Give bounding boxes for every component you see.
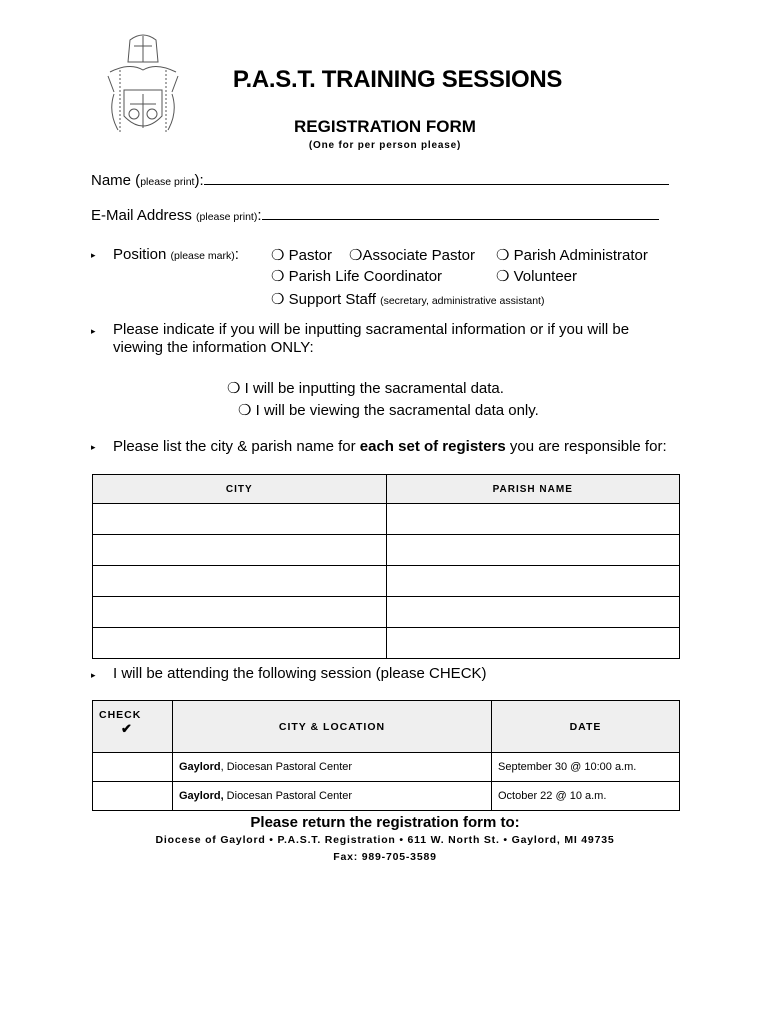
email-field-row — [91, 206, 659, 224]
sessions-table — [92, 700, 680, 811]
table-row — [93, 535, 680, 566]
session-city: Gaylord, — [179, 790, 224, 802]
option-volunteer[interactable] — [496, 267, 577, 285]
date-cell: September 30 @ 10:00 a.m. — [492, 753, 680, 782]
column-header-city: CITY — [93, 475, 387, 504]
city-cell[interactable] — [93, 597, 387, 628]
option-viewing-data[interactable] — [238, 401, 539, 419]
bullet-icon: ▸ — [91, 326, 96, 336]
option-label: Parish Life Coordinator — [288, 268, 443, 285]
radio-icon: ❍ — [271, 247, 285, 264]
city-cell[interactable] — [93, 628, 387, 659]
table-row — [93, 753, 680, 782]
data-entry-question: Please indicate if you will be inputting sacramental information or if you will be viewing the information ONLY: — [113, 321, 630, 356]
parish-cell[interactable] — [386, 628, 680, 659]
registers-prompt-text: you are responsible for: — [505, 438, 667, 455]
name-input-line[interactable] — [204, 171, 669, 185]
email-suffix: : — [257, 207, 262, 224]
check-cell[interactable] — [93, 753, 173, 782]
radio-icon: ❍ — [349, 247, 363, 264]
position-hint: (please mark) — [170, 250, 235, 262]
session-city: Gaylord — [179, 761, 221, 773]
check-cell[interactable] — [93, 782, 173, 811]
footer-title: Please return the registration form to: — [250, 814, 520, 831]
form-subtitle: REGISTRATION FORM — [294, 117, 476, 136]
city-cell[interactable] — [93, 566, 387, 597]
table-row — [93, 566, 680, 597]
page-title: P.A.S.T. TRAINING SESSIONS — [232, 66, 563, 93]
name-hint: please print — [140, 176, 195, 188]
check-mark-icon: ✔ — [121, 721, 133, 736]
registers-prompt-bold: each set of registers — [359, 438, 506, 455]
radio-icon: ❍ — [271, 268, 285, 285]
footer-fax: Fax: 989-705-3589 — [333, 851, 437, 863]
radio-icon: ❍ — [496, 247, 510, 264]
parish-cell[interactable] — [386, 535, 680, 566]
name-suffix: ): — [194, 172, 204, 189]
city-cell[interactable] — [93, 535, 387, 566]
column-header-date: DATE — [492, 701, 680, 753]
registers-prompt — [113, 438, 667, 455]
table-row — [93, 504, 680, 535]
bullet-icon: ▸ — [91, 250, 96, 260]
option-label: I will be viewing the sacramental data only. — [255, 402, 539, 419]
position-label: Position — [113, 246, 171, 263]
position-suffix: : — [234, 246, 239, 263]
session-location: Diocesan Pastoral Center — [223, 790, 353, 802]
table-row — [93, 597, 680, 628]
check-header-label: CHECK — [99, 709, 142, 721]
option-label: Associate Pastor — [362, 247, 476, 264]
option-label: Support Staff — [288, 291, 376, 308]
option-pastor[interactable] — [271, 246, 332, 264]
footer-address: Diocese of Gaylord • P.A.S.T. Registration • 611 W. North St. • Gaylord, MI 49735 — [155, 834, 615, 846]
name-field-row — [91, 171, 669, 189]
option-parish-administrator[interactable] — [496, 246, 648, 264]
registers-table — [92, 474, 680, 659]
table-header-row — [93, 701, 680, 753]
option-associate-pastor[interactable] — [349, 246, 475, 264]
column-header-parish-name: PARISH NAME — [386, 475, 680, 504]
form-note: (One for per person please) — [308, 140, 462, 151]
option-inputting-data[interactable] — [227, 379, 504, 397]
radio-icon: ❍ — [271, 291, 285, 308]
parish-cell[interactable] — [386, 566, 680, 597]
option-label: I will be inputting the sacramental data. — [244, 380, 504, 397]
parish-cell[interactable] — [386, 504, 680, 535]
email-input-line[interactable] — [262, 206, 659, 220]
option-label: Pastor — [288, 247, 332, 264]
email-hint: (please print) — [196, 211, 258, 223]
position-label-row — [113, 246, 239, 263]
option-label: Parish Administrator — [513, 247, 648, 264]
option-support-staff[interactable] — [271, 290, 544, 308]
session-location: , Diocesan Pastoral Center — [220, 761, 353, 773]
location-cell — [173, 753, 492, 782]
radio-icon: ❍ — [496, 268, 510, 285]
option-label: Volunteer — [513, 268, 578, 285]
option-parish-life-coordinator[interactable] — [271, 267, 442, 285]
bullet-icon: ▸ — [91, 670, 96, 680]
registers-prompt-text: Please list the city & parish name for — [113, 438, 360, 455]
email-label: E-Mail Address — [91, 207, 197, 224]
table-header-row — [93, 475, 680, 504]
name-label: Name ( — [91, 172, 141, 189]
parish-cell[interactable] — [386, 597, 680, 628]
sessions-prompt: I will be attending the following session (please CHECK) — [113, 665, 487, 682]
support-staff-note: (secretary, administrative assistant) — [380, 295, 545, 307]
city-cell[interactable] — [93, 504, 387, 535]
radio-icon: ❍ — [227, 380, 241, 397]
bullet-icon: ▸ — [91, 442, 96, 452]
column-header-check — [93, 701, 173, 753]
radio-icon: ❍ — [238, 402, 252, 419]
column-header-city-location: CITY & LOCATION — [173, 701, 492, 753]
table-row — [93, 628, 680, 659]
location-cell — [173, 782, 492, 811]
date-cell: October 22 @ 10 a.m. — [492, 782, 680, 811]
table-row — [93, 782, 680, 811]
